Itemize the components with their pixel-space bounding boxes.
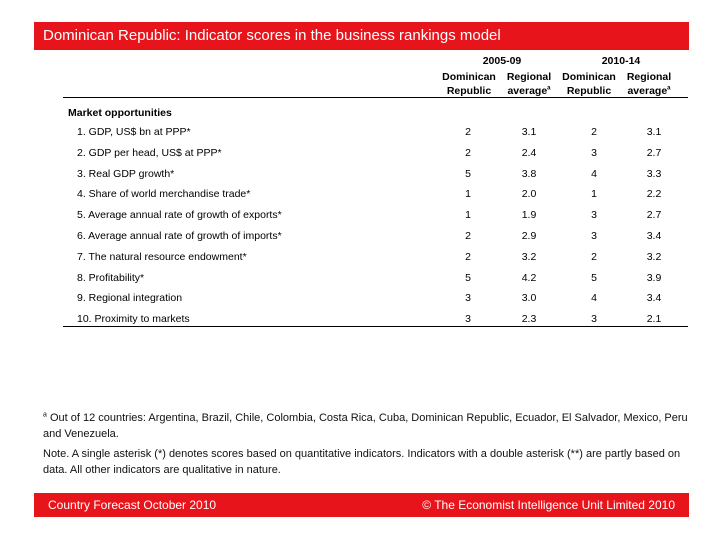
row-value-v3: 2 [591, 250, 597, 263]
row-value-v2: 2.9 [521, 230, 537, 242]
indicator-table [63, 55, 688, 327]
row-value-v2: 3.2 [521, 250, 537, 263]
row-value-v3: 5 [591, 271, 597, 284]
row-value-v4: 2.2 [646, 188, 662, 201]
row-label: 7. The natural resource endowment* [77, 250, 247, 263]
row-label: 8. Profitability* [77, 271, 145, 284]
column-header-regional-2010: Regional average$^a$ [626, 71, 672, 96]
row-value-v1: 3 [465, 292, 471, 305]
row-label: 1. GDP, US$ bn at PPP* [77, 126, 191, 138]
row-value-v4: 2.1 [646, 313, 662, 326]
row-label: 10. Proximity to markets [77, 313, 190, 326]
row-value-v2: 3.0 [521, 292, 537, 305]
table-row [63, 165, 688, 185]
row-label: 5. Average annual rate of growth of exports* [77, 209, 282, 222]
row-value-v3: 1 [591, 188, 597, 201]
period-header-2010-14: 2010-14 [601, 55, 641, 67]
column-header-dr-2005: Dominican Republic [442, 71, 496, 96]
row-label: 9. Regional integration [77, 292, 183, 305]
page-title: Dominican Republic: Indicator scores in the business rankings model [34, 22, 689, 50]
table-row [63, 248, 688, 268]
footer-bar [34, 493, 689, 517]
row-value-v2: 3.8 [521, 167, 537, 180]
row-label: 6. Average annual rate of growth of imports* [77, 230, 282, 242]
table-row [63, 289, 688, 309]
row-value-v3: 2 [591, 126, 597, 138]
header-divider [63, 97, 688, 98]
table-row [63, 206, 688, 226]
row-value-v4: 3.3 [646, 167, 662, 180]
row-value-v1: 2 [465, 126, 471, 138]
row-value-v1: 1 [465, 209, 471, 222]
row-value-v3: 4 [591, 292, 597, 305]
table-bottom-divider [63, 326, 688, 327]
column-headers [63, 70, 688, 96]
row-value-v3: 3 [591, 230, 597, 242]
section-title: Market opportunities [68, 107, 172, 119]
row-value-v1: 1 [465, 188, 471, 201]
row-value-v2: 4.2 [521, 271, 537, 284]
row-label: 3. Real GDP growth* [77, 167, 175, 180]
footer-left: Country Forecast October 2010 [48, 498, 217, 512]
row-value-v4: 3.4 [646, 230, 662, 242]
row-value-v3: 3 [591, 146, 597, 159]
row-value-v1: 3 [465, 313, 471, 326]
column-header-dr-2010: Dominican Republic [562, 71, 616, 96]
row-value-v1: 2 [465, 230, 471, 242]
row-value-v1: 5 [465, 271, 471, 284]
column-header-regional-2005: Regional average$^a$ [506, 71, 552, 96]
row-value-v3: 4 [591, 167, 597, 180]
row-value-v2: 2.0 [521, 188, 537, 201]
row-label: 4. Share of world merchandise trade* [77, 188, 251, 201]
row-value-v2: 3.1 [521, 126, 537, 138]
row-value-v4: 2.7 [646, 209, 662, 222]
table-row [63, 185, 688, 205]
footer-copyright: © The Economist Intelligence Unit Limited 2010 [422, 498, 675, 512]
table-row [63, 269, 688, 289]
period-header-2005-09: 2005-09 [482, 55, 522, 67]
row-value-v2: 1.9 [521, 209, 537, 222]
row-value-v4: 3.9 [646, 271, 662, 284]
footnote-note: Note. A single asterisk (*) denotes scores based on quantitative indicators. Indicators with a double asterisk (**) are partly based on data. All other indicators are qualitative in nature. [43, 448, 681, 476]
row-value-v3: 3 [591, 313, 597, 326]
row-value-v4: 3.1 [646, 126, 662, 138]
row-value-v4: 3.4 [646, 292, 662, 305]
row-value-v4: 3.2 [646, 250, 662, 263]
row-value-v2: 2.4 [521, 146, 537, 159]
table-row [63, 144, 688, 164]
footnote-a: $^a$ Out of 12 countries: Argentina, Brazil, Chile, Colombia, Costa Rica, Cuba, Dominican Republic, Ecuador, El Salvador, Mexico, Peru and Venezuela. [43, 411, 688, 440]
table-row [63, 227, 688, 247]
row-value-v1: 2 [465, 250, 471, 263]
row-value-v1: 2 [465, 146, 471, 159]
row-value-v4: 2.7 [646, 146, 662, 159]
row-value-v1: 5 [465, 167, 471, 180]
row-label: 2. GDP per head, US$ at PPP* [77, 146, 222, 159]
row-value-v3: 3 [591, 209, 597, 222]
table-row [63, 310, 688, 330]
table-row [63, 123, 688, 143]
row-value-v2: 2.3 [521, 313, 537, 326]
